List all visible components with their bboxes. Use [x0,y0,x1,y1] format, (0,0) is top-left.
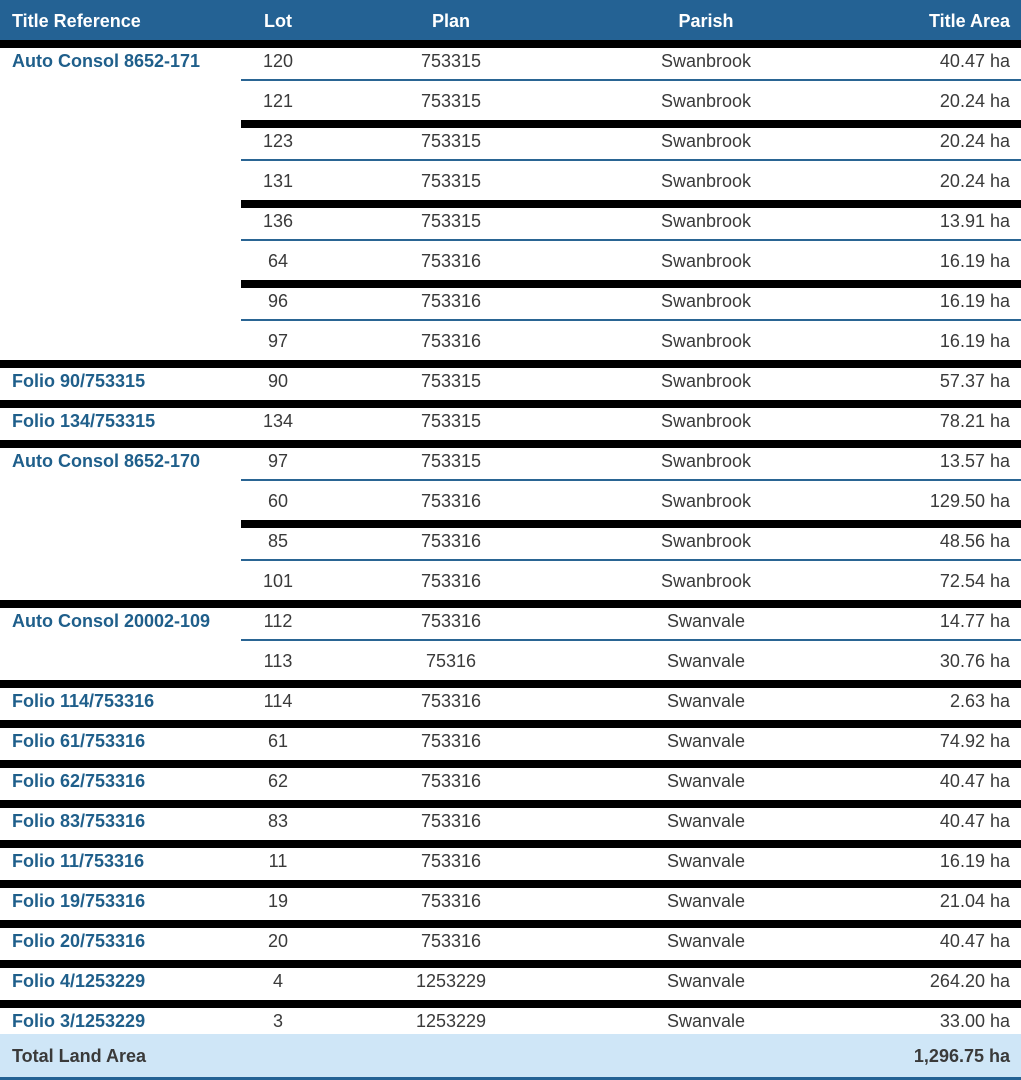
lot-cell: 90 [267,370,289,391]
lot-cell: 11 [268,850,288,871]
table-row [0,802,1021,840]
lot-cell: 61 [267,730,289,751]
plan-cell: 753316 [420,250,482,271]
table-row [0,82,1021,120]
plan-cell: 753315 [420,170,482,191]
area-cell: 40.47 ha [939,770,1010,791]
table-row [0,722,1021,760]
lot-cell: 85 [267,530,289,551]
total-row-background [0,1034,1021,1080]
title-reference: Auto Consol 8652-170 [12,451,201,471]
area-cell: 48.56 ha [939,530,1010,551]
table-row [0,562,1021,600]
row-separator [241,319,1021,321]
area-cell: 16.19 ha [939,850,1010,871]
parish-cell: Swanbrook [660,410,752,431]
lot-cell: 97 [267,450,289,471]
area-cell: 20.24 ha [939,90,1010,111]
table-row [0,762,1021,800]
title-reference: Folio 20/753316 [12,931,146,951]
lot-cell: 101 [262,570,294,591]
lot-cell: 64 [267,250,289,271]
header-parish: Parish [678,11,734,31]
lot-cell: 83 [267,810,289,831]
area-cell: 264.20 ha [929,970,1010,991]
table-row [0,282,1021,320]
header-lot: Lot [264,11,292,31]
table-header [0,0,1021,40]
table-row [0,642,1021,680]
row-separator [241,479,1021,481]
title-reference: Folio 11/753316 [12,851,145,871]
lot-cell: 114 [263,690,293,711]
plan-cell: 753316 [420,290,482,311]
plan-cell: 753316 [420,330,482,351]
total-label: Total Land Area [12,1046,147,1066]
plan-cell: 753316 [420,770,482,791]
plan-cell: 753316 [420,810,482,831]
area-cell: 16.19 ha [939,290,1010,311]
parish-cell: Swanbrook [660,90,752,111]
table-row [0,842,1021,880]
table-row [0,402,1021,440]
area-cell: 30.76 ha [939,650,1010,671]
plan-cell: 753316 [420,490,482,511]
title-reference: Folio 4/1253229 [12,971,146,991]
table-row [0,922,1021,960]
area-cell: 13.57 ha [939,450,1010,471]
table-row [0,882,1021,920]
table-row [0,522,1021,560]
parish-cell: Swanvale [666,930,746,951]
area-cell: 14.77 ha [939,610,1010,631]
table-row [0,42,1021,80]
row-separator [241,159,1021,161]
title-reference: Folio 3/1253229 [12,1011,146,1031]
lot-cell: 131 [262,170,294,191]
title-reference: Auto Consol 8652-171 [12,51,201,71]
lot-cell: 96 [267,290,289,311]
table-row [0,442,1021,480]
area-cell: 20.24 ha [939,170,1010,191]
table-row [0,482,1021,520]
plan-cell: 75316 [425,650,477,671]
lot-cell: 120 [262,50,294,71]
lot-cell: 134 [262,410,294,431]
parish-cell: Swanbrook [660,490,752,511]
row-separator [241,239,1021,241]
total-row [0,1034,1021,1080]
table-row [0,682,1021,720]
title-reference: Auto Consol 20002-109 [12,611,211,631]
area-cell: 78.21 ha [939,410,1010,431]
area-cell: 16.19 ha [939,330,1010,351]
lot-cell: 97 [267,330,289,351]
plan-cell: 753315 [420,370,482,391]
area-cell: 21.04 ha [939,890,1010,911]
area-cell: 13.91 ha [939,210,1010,231]
table-row [0,362,1021,400]
row-separator [241,639,1021,641]
header-title-area: Title Area [928,11,1010,31]
parish-cell: Swanvale [666,610,746,631]
area-cell: 74.92 ha [939,730,1010,751]
title-reference: Folio 114/753316 [12,691,155,711]
parish-cell: Swanbrook [660,250,752,271]
parish-cell: Swanbrook [660,570,752,591]
parish-cell: Swanvale [666,890,746,911]
table-row [0,162,1021,200]
parish-cell: Swanbrook [660,450,752,471]
area-cell: 20.24 ha [939,130,1010,151]
plan-cell: 1253229 [415,1010,487,1031]
total-value: 1,296.75 ha [913,1046,1010,1066]
lot-cell: 136 [262,210,294,231]
lot-cell: 60 [267,490,289,511]
lot-cell: 121 [262,90,294,111]
lot-cell: 3 [272,1010,283,1031]
parish-cell: Swanvale [666,770,746,791]
lot-cell: 112 [263,610,293,631]
parish-cell: Swanvale [666,970,746,991]
parish-cell: Swanbrook [660,50,752,71]
lot-cell: 20 [267,930,289,951]
title-reference: Folio 134/753315 [12,411,156,431]
parish-cell: Swanvale [666,730,746,751]
plan-cell: 753315 [420,90,482,111]
lot-cell: 113 [263,650,293,671]
parish-cell: Swanbrook [660,530,752,551]
parish-cell: Swanbrook [660,370,752,391]
area-cell: 40.47 ha [939,930,1010,951]
area-cell: 129.50 ha [929,490,1010,511]
area-cell: 16.19 ha [939,250,1010,271]
header-title-reference: Title Reference [12,11,141,31]
plan-cell: 753316 [420,610,482,631]
table-row [0,202,1021,240]
plan-cell: 753315 [420,130,482,151]
header-plan: Plan [431,11,470,31]
plan-cell: 753315 [420,450,482,471]
plan-cell: 753316 [420,570,482,591]
parish-cell: Swanbrook [660,290,752,311]
area-cell: 2.63 ha [949,690,1010,711]
table-row [0,322,1021,360]
plan-cell: 1253229 [415,970,487,991]
table-row [0,122,1021,160]
title-reference: Folio 61/753316 [12,731,146,751]
table-row [0,602,1021,640]
plan-cell: 753316 [420,730,482,751]
row-separator [241,559,1021,561]
area-cell: 72.54 ha [939,570,1010,591]
area-cell: 33.00 ha [939,1010,1010,1031]
lot-cell: 4 [272,970,283,991]
plan-cell: 753316 [420,690,482,711]
plan-cell: 753315 [420,210,482,231]
parish-cell: Swanbrook [660,330,752,351]
area-cell: 57.37 ha [939,370,1010,391]
parish-cell: Swanvale [666,810,746,831]
title-reference: Folio 83/753316 [12,811,146,831]
parish-cell: Swanbrook [660,170,752,191]
row-separator [241,79,1021,81]
lot-cell: 19 [267,890,289,911]
parish-cell: Swanvale [666,650,746,671]
plan-cell: 753315 [420,50,482,71]
parish-cell: Swanvale [666,1010,746,1031]
parish-cell: Swanbrook [660,210,752,231]
lot-cell: 62 [267,770,289,791]
lot-cell: 123 [262,130,294,151]
table-row [0,242,1021,280]
parish-cell: Swanvale [666,690,746,711]
parish-cell: Swanbrook [660,130,752,151]
title-reference: Folio 62/753316 [12,771,146,791]
plan-cell: 753315 [420,410,482,431]
table-row [0,962,1021,1000]
title-reference: Folio 19/753316 [12,891,146,911]
plan-cell: 753316 [420,930,482,951]
area-cell: 40.47 ha [939,50,1010,71]
parish-cell: Swanvale [666,850,746,871]
plan-cell: 753316 [420,530,482,551]
plan-cell: 753316 [420,850,482,871]
plan-cell: 753316 [420,890,482,911]
area-cell: 40.47 ha [939,810,1010,831]
title-reference: Folio 90/753315 [12,371,146,391]
